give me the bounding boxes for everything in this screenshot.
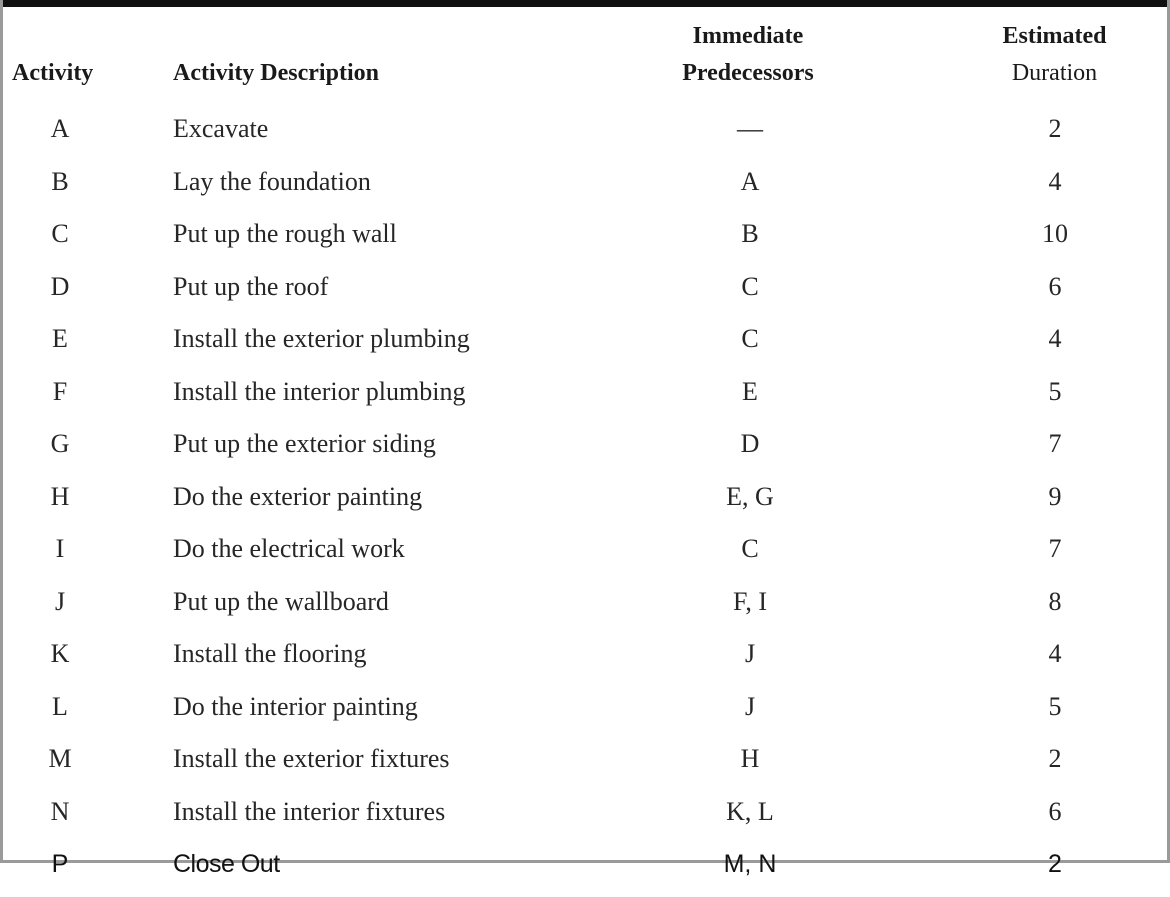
cell-activity: I (55, 534, 65, 563)
cell-duration: 8 (1048, 586, 1062, 616)
table-row (0, 109, 1170, 162)
header-duration-line2: Duration (1011, 60, 1098, 86)
cell-activity: P (51, 850, 69, 878)
cell-duration: 6 (1048, 796, 1062, 826)
cell-duration: 2 (1048, 114, 1062, 143)
cell-duration: 2 (1048, 850, 1062, 878)
header-activity-label: Activity (12, 60, 94, 86)
cell-description: Close Out (173, 850, 280, 878)
cell-description: Put up the roof (173, 271, 329, 301)
cell-description: Do the electrical work (173, 534, 405, 563)
table-row (0, 844, 1170, 897)
header-description (173, 55, 379, 92)
cell-activity: A (50, 114, 70, 143)
cell-activity: G (50, 429, 70, 458)
cell-duration: 7 (1048, 534, 1062, 563)
cell-activity: E (52, 324, 68, 353)
cell-duration: 6 (1048, 271, 1062, 301)
cell-predecessors: K, L (726, 796, 774, 826)
cell-description: Put up the rough wall (173, 219, 397, 248)
cell-predecessors: C (741, 324, 759, 353)
cell-description: Install the exterior plumbing (173, 324, 470, 353)
header-predecessors-line2: Predecessors (682, 60, 814, 86)
table-row (0, 162, 1170, 215)
cell-predecessors: D (740, 429, 760, 458)
cell-predecessors: E, G (726, 481, 774, 511)
cell-description: Do the interior painting (173, 691, 418, 721)
cell-predecessors: A (740, 166, 760, 196)
cell-activity: N (50, 796, 70, 826)
cell-predecessors: E (742, 376, 758, 406)
cell-duration: 7 (1048, 429, 1062, 458)
header-predecessors-line1: Immediate (692, 23, 804, 49)
cell-activity: J (54, 586, 66, 616)
table-row (0, 634, 1170, 687)
cell-description: Install the exterior fixtures (173, 744, 450, 773)
cell-activity: K (50, 639, 70, 668)
cell-duration: 4 (1048, 324, 1062, 353)
cell-duration: 10 (1042, 219, 1068, 248)
cell-duration: 9 (1048, 481, 1062, 511)
table-row (0, 582, 1170, 635)
table-row (0, 477, 1170, 530)
cell-predecessors: J (744, 691, 756, 721)
cell-activity: F (52, 376, 68, 406)
cell-activity: D (50, 271, 70, 301)
cell-predecessors: J (744, 639, 756, 668)
table-row (0, 739, 1170, 792)
cell-description: Install the interior fixtures (173, 796, 446, 826)
cell-activity: M (48, 744, 72, 773)
cell-duration: 5 (1048, 691, 1062, 721)
cell-description: Put up the wallboard (173, 586, 389, 616)
cell-description: Install the interior plumbing (173, 376, 466, 406)
cell-duration: 4 (1048, 639, 1062, 668)
table-row (0, 267, 1170, 320)
cell-predecessors: C (741, 534, 759, 563)
table-row (0, 372, 1170, 425)
cell-duration: 2 (1048, 744, 1062, 773)
table-row (0, 687, 1170, 740)
cell-activity: C (51, 219, 69, 248)
header-duration (982, 18, 1127, 92)
header-predecessors (658, 18, 838, 92)
cell-predecessors: B (741, 219, 759, 248)
cell-predecessors: — (737, 114, 763, 143)
cell-duration: 5 (1048, 376, 1062, 406)
cell-predecessors: M, N (723, 850, 777, 878)
cell-description: Put up the exterior siding (173, 429, 436, 458)
cell-predecessors: H (740, 744, 760, 773)
cell-predecessors: F, I (732, 586, 768, 616)
table-row (0, 214, 1170, 267)
table-body (0, 109, 1170, 897)
header-activity (12, 55, 93, 92)
cell-description: Lay the foundation (173, 166, 371, 196)
table-row (0, 424, 1170, 477)
table-row (0, 792, 1170, 845)
cell-activity: H (50, 481, 70, 511)
cell-description: Excavate (173, 114, 269, 143)
header-description-label: Activity Description (173, 60, 379, 86)
cell-description: Install the flooring (173, 639, 367, 668)
cell-predecessors: C (741, 271, 759, 301)
cell-description: Do the exterior painting (173, 481, 423, 511)
table-row (0, 319, 1170, 372)
top-border (0, 0, 1170, 7)
cell-duration: 4 (1048, 166, 1062, 196)
table-row (0, 529, 1170, 582)
header-duration-line1: Estimated (1002, 23, 1107, 49)
cell-activity: B (51, 166, 69, 196)
cell-activity: L (52, 691, 68, 721)
